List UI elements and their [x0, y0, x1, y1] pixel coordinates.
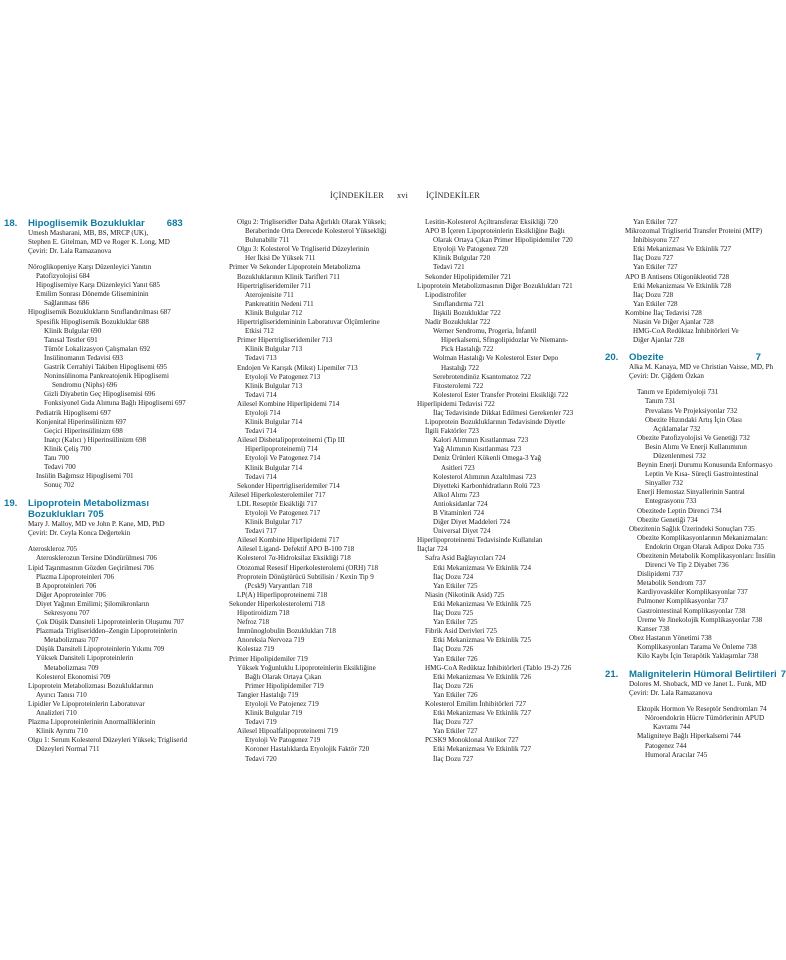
toc-entry: Olarak Ortaya Çıkan Primer Hipolipidemiler 720	[433, 236, 573, 245]
chapter-number: 18.	[4, 218, 18, 229]
toc-entry: Inatçı (Kalıcı ) Hiperinsülinizm 698	[44, 435, 147, 444]
toc-entry: Üniversal Diyet 724	[433, 527, 491, 536]
toc-entry: İlişkili Bozukluklar 722	[433, 308, 501, 317]
toc-entry: Tedavi 714	[245, 427, 277, 436]
toc-entry: HMG-CoA Redüktaz İnhibitörleri (Tablo 19-2) 726	[425, 663, 572, 672]
toc-entry: Ateroskleroz 705	[28, 545, 78, 554]
toc-entry: Ailesel Disbetalipoproteinemi (Tip III	[237, 436, 345, 445]
toc-entry: Niasin (Nikotinik Asid) 725	[425, 590, 505, 599]
toc-entry: Kolesterol Emilim İnhibitörleri 727	[425, 699, 527, 708]
toc-entry: İnhibisyonu 727	[633, 236, 680, 245]
chapter-number: 21.	[605, 669, 619, 681]
chapter-title: Lipoprotein Metabolizması	[28, 498, 149, 510]
toc-entry: Ailesel Ligand- Defektif APO B-100 718	[237, 545, 355, 554]
toc-entry: Nöroglikopeniye Karşı Düzenleyici Yanıtın	[28, 263, 152, 271]
chapter-18-entries	[4, 263, 226, 490]
toc-entry: Nöroendokrin Hücre Tümörlerinin APUD	[645, 714, 765, 723]
chapter-translator: Çeviri: Dr. Lala Ramazanova	[629, 689, 713, 698]
toc-entry: İlaç Dozu 726	[433, 645, 474, 654]
toc-entry: Diğer Ajanlar 728	[633, 336, 685, 345]
toc-entry: Lipidler Ve Lipoproteinlerin Laboratuvar	[28, 699, 145, 708]
toc-entry: Aterojenisite 711	[245, 290, 294, 299]
toc-entry: Hipertrigliseridemiler 711	[237, 281, 312, 290]
chapter-author: Dolores M. Shoback, MD ve Janet L. Funk, MD	[629, 680, 767, 689]
toc-entry: Her İkisi De Yüksek 711	[245, 254, 316, 263]
toc-entry: İlaç Dozu 724	[433, 572, 474, 581]
toc-entry: Sekonder Hipolipidemiler 721	[425, 272, 512, 281]
toc-entry: Klinik Bulgular 717	[245, 518, 303, 527]
toc-entry: Wolman Hastalığı Ve Kolesterol Ester Depo	[433, 354, 559, 363]
toc-entry: İlaç Dozu 727	[433, 754, 474, 763]
toc-entry: Tanım 731	[645, 397, 676, 406]
toc-entry: Noninsülinoma Pankreatojenik Hipoglisemi	[44, 372, 169, 381]
toc-entry: Diğer Apoproteinler 706	[36, 590, 106, 599]
toc-entry: Tedavi 714	[245, 390, 277, 399]
toc-entry: Diyet Yağının Emilimi; Şilomikronların	[36, 599, 150, 608]
toc-entry: Klinik Bulgular 720	[433, 254, 491, 263]
toc-entry: Fibrik Asid Derivleri 725	[425, 627, 497, 636]
toc-entry: Humoral Aracılar 745	[645, 750, 708, 759]
toc-entry: Proprotein Dönüştürücü Subtilisin / Kexin Tip 9	[237, 572, 374, 581]
chapter-20-entries	[605, 388, 784, 661]
toc-entry: Kanser 738	[637, 624, 670, 633]
toc-entry: Asitleri 723	[441, 463, 475, 472]
toc-entry: Patogenez 744	[645, 741, 687, 750]
toc-entry: Geçici Hiperinsülinizm 698	[44, 426, 123, 435]
toc-entry: Obez Hastanın Yönetimi 738	[629, 633, 712, 642]
chapter-19-heading	[4, 498, 226, 538]
toc-entry: Endokrin Organ Olarak Adipoz Doku 735	[645, 542, 765, 551]
toc-column-4	[605, 218, 784, 760]
toc-entry: Düzenlenmesi 732	[653, 451, 706, 460]
chapter-author: Stephen E. Gitelman, MD ve Roger K. Long, MD	[28, 238, 170, 246]
toc-entry: (Pcsk9) Varyantları 718	[245, 581, 313, 590]
toc-entry: Metabolizması 707	[44, 636, 99, 645]
chapter-21-heading	[605, 669, 784, 698]
chapter-number: 20.	[605, 352, 619, 364]
toc-entry: Lesitin-Kolesterol Açiltransferaz Eksikliği 720	[425, 218, 558, 226]
toc-entry: Deniz Ürünleri Kökenli Omega-3 Yağ	[433, 454, 542, 463]
toc-entry: Kolesterol 7α-Hidroksilaz Eksikliği 718	[237, 554, 351, 563]
toc-entry: Etki Mekanizması Ve Etkinlik 726	[433, 672, 531, 681]
toc-entry: Plazma Lipoproteinleri 706	[36, 572, 115, 581]
toc-entry: İlaç Dozu 727	[433, 718, 474, 727]
chapter-author: Mary J. Malloy, MD ve John P. Kane, MD, PhD	[28, 520, 165, 529]
toc-entry: Tanı 700	[44, 453, 69, 462]
toc-entry: Klinik Bulgular 714	[245, 418, 303, 427]
toc-entry: Klinik Bulgular 714	[245, 463, 303, 472]
toc-entry: Sendromu (Niphs) 696	[52, 381, 118, 390]
toc-entry: Obezite Genetiği 734	[637, 515, 698, 524]
toc-entry: Diyetteki Karbonhidratların Rolü 723	[433, 481, 540, 490]
toc-entry: Koroner Hastalıklarda Etyolojik Faktör 720	[245, 745, 370, 754]
chapter-page: 683	[166, 218, 183, 229]
toc-entry: Gizli Diyabetin Geç Hipoglisemisi 696	[44, 390, 156, 399]
toc-entry: Klinik Bulgular 719	[245, 709, 303, 718]
toc-entry: Klinik Çeliş 700	[44, 444, 91, 453]
toc-entry: Lipoprotein Metabolizması Bozukluklarının	[28, 681, 154, 690]
toc-entry: Etki Mekanizması Ve Etkinlik 725	[433, 599, 531, 608]
toc-entry: Otozomal Resesif Hiperkolesterolemi (ORH) 718	[237, 563, 379, 572]
toc-entry: Metabolik Sendrom 737	[637, 579, 706, 588]
toc-entry: Etyoloji Ve Patogenez 720	[433, 245, 509, 254]
toc-entry: Kolesterol Alımının Azaltılması 723	[433, 472, 537, 481]
chapter-author: Umesh Masharani, MB, BS, MRCP (UK),	[28, 229, 149, 237]
toc-entry: İlaç Dozu 728	[633, 290, 674, 299]
chapter-translator: Çeviri: Dr. Ceyla Konca Değertekin	[28, 529, 131, 538]
toc-entry: Emilim Sonrası Dönemde Glisemininin	[36, 290, 149, 299]
toc-entry: Yağ Alımının Kısıtlanması 723	[433, 445, 522, 454]
toc-entry: Kilo Kaybı İçin Terapötik Yaklaşımlar 738	[637, 652, 759, 661]
toc-entry: Beynin Enerji Durumu Konusunda Enformasyo	[637, 461, 773, 470]
toc-entry: Sınıflandırma 721	[433, 299, 485, 308]
toc-entry: Klinik Bulgular 690	[44, 326, 102, 335]
toc-entry: Sağlanması 686	[44, 299, 90, 308]
toc-entry: Diğer Diyet Maddeleri 724	[433, 518, 511, 527]
toc-entry: HMG-CoA Redüktaz İnhibitörleri Ve	[633, 327, 739, 336]
toc-entry: Hiperlipoproteinemi) 714	[245, 445, 318, 454]
toc-entry: PCSK9 Monoklonal Antikor 727	[425, 736, 519, 745]
toc-entry: Niasin Ve Diğer Ajanlar 728	[633, 318, 714, 327]
chapter-number: 19.	[4, 498, 18, 510]
toc-entry: Direnci Ve Tip 2 Diyabet 736	[645, 561, 729, 570]
toc-entry: Hiperkalsemi, Sfingolipidozlar Ve Niemann-	[441, 336, 569, 345]
toc-entry: Sonuç 702	[44, 481, 75, 490]
toc-entry: Pediatrik Hipoglisemi 697	[36, 408, 111, 417]
toc-entry: Etyoloji 714	[245, 408, 281, 417]
toc-entry: Hipertrigliseridemininin Laboratuvar Ölçümlerine	[237, 318, 380, 327]
toc-entry: Üreme Ve Jinekolojik Komplikasyonlar 738	[637, 615, 763, 624]
toc-entry: Tanısal Testler 691	[44, 335, 98, 344]
chapter-page: 7	[780, 669, 786, 681]
toc-entry: Klinik Ayrımı 710	[36, 727, 88, 736]
toc-entry: Aterosklerozun Tersine Döndürülmesi 706	[36, 554, 157, 563]
toc-column-3	[417, 218, 605, 764]
chapter-title-line-2: Bozuklukları	[28, 509, 86, 521]
toc-entry: Yan Etkiler 727	[633, 218, 678, 226]
toc-entry: Konjenital Hiperinsülinizm 697	[36, 417, 127, 426]
column-4-entries	[605, 218, 784, 345]
toc-entry: Etki Mekanizması Ve Etkinlik 724	[433, 563, 531, 572]
chapter-title: Hipoglisemik Bozukluklar	[28, 218, 145, 229]
toc-entry: Pankreatitin Nedeni 711	[245, 299, 314, 308]
toc-entry: Etyoloji Ve Patojenez 719	[245, 699, 319, 708]
toc-entry: Açıklamalar 732	[653, 424, 701, 433]
toc-entry: Kombine İlaç Tedavisi 728	[625, 308, 702, 317]
toc-entry: Lipoprotein Bozukluklarının Tedavisinde Diyetle	[425, 418, 565, 427]
toc-entry: Yan Etkiler 725	[433, 581, 478, 590]
toc-entry: Entegrasyonu 733	[645, 497, 697, 506]
toc-entry: Sinyaller 732	[645, 479, 684, 488]
toc-entry: Primer Ve Sekonder Lipoprotein Metabolizma	[229, 263, 361, 272]
toc-entry: Bağlı Olarak Ortaya Çıkan	[245, 672, 322, 681]
toc-entry: Lipodistrofiler	[425, 290, 467, 299]
toc-entry: Ailesel Kombine Hiperlipidemi 714	[237, 399, 340, 408]
toc-entry: Hipotiroidizm 718	[237, 609, 290, 618]
toc-entry: Yan Etkiler 727	[633, 263, 678, 272]
header-right-title: İÇİNDEKİLER	[426, 191, 480, 200]
toc-entry: Endojen Ve Karışık (Mikst) Lipemiler 713	[237, 363, 358, 372]
toc-entry: Pulmoner Komplikasyonlar 737	[637, 597, 729, 606]
toc-entry: Klinik Bulgular 713	[245, 345, 303, 354]
toc-entry: Hipoglisemik Bozuklukların Sınıflandırılması 687	[28, 308, 171, 317]
toc-entry: Nadir Bozukluklar 722	[425, 318, 491, 327]
toc-entry: Etki Mekanizması Ve Etkinlik 727	[633, 245, 731, 254]
toc-entry: İlaç Tedavisinde Dikkat Edilmesi Gerekenler 723	[433, 408, 574, 417]
toc-entry: Mikrozomal Trigliserid Transfer Proteini (MTP)	[625, 227, 763, 236]
toc-entry: Spesifik Hipoglisemik Bozukluklar 688	[36, 317, 149, 326]
toc-column-1	[4, 218, 226, 755]
toc-entry: Bozukluklarının Klinik Tarifleri 711	[237, 272, 340, 281]
toc-entry: Primer Hipolipidemiler 719	[245, 681, 324, 690]
toc-entry: Ailesel Hiperkolesterolemiler 717	[229, 490, 326, 499]
toc-entry: Lipoprotein Metabolizmasının Diğer Bozuklukları 721	[417, 281, 573, 290]
toc-entry: Kalori Alımının Kısıtlanması 723	[433, 436, 529, 445]
header-page-number: xvi	[397, 191, 409, 200]
toc-entry: Tümör Lokalizasyon Çalışmaları 692	[44, 344, 151, 353]
toc-entry: Leptin Ve Kısa- Süreçli Gastrointestinal	[645, 470, 759, 479]
toc-entry: Insülin Bağımsız Hipoglisemi 701	[36, 472, 134, 481]
toc-entry: Obezitenin Sağlık Üzerindeki Sonuçları 735	[629, 524, 755, 533]
toc-entry: Yan Etkiler 726	[433, 690, 478, 699]
toc-entry: Yüksek Dansiteli Lipoproteinlerin	[36, 654, 134, 663]
toc-entry: Gastrik Cerrahiyi Takiben Hipoglisemi 695	[44, 363, 168, 372]
chapter-translator: Çeviri: Dr. Lala Ramazanova	[28, 247, 112, 255]
chapter-author: Alka M. Kanaya, MD ve Christian Vaisse, MD, Ph	[629, 363, 774, 372]
chapter-title: Malignitelerin Hümoral Belirtileri	[629, 669, 777, 681]
toc-entry: Düzeyleri Normal 711	[36, 745, 100, 754]
toc-entry: Sekonder Hiperkolesterolemi 718	[229, 599, 325, 608]
toc-entry: Primer Hipolipidemiler 719	[229, 654, 308, 663]
toc-entry: B Apoproteinleri 706	[36, 581, 97, 590]
toc-entry: Primer Hipertrigliseridemiler 713	[237, 336, 333, 345]
toc-entry: Etki Mekanizması Ve Etkinlik 727	[433, 745, 531, 754]
toc-entry: Etyoloji Ve Patogenez 719	[245, 736, 321, 745]
toc-entry: Tedavi 717	[245, 527, 277, 536]
toc-entry: Klinik Bulgular 713	[245, 381, 303, 390]
toc-entry: Tedavi 713	[245, 354, 277, 363]
toc-entry: Tedavi 720	[245, 754, 277, 763]
toc-entry: Analizleri 710	[36, 709, 77, 718]
toc-entry: Plazma Lipoproteinlerinin Anormalliklerinin	[28, 718, 156, 727]
toc-entry: Maligniteye Bağlı Hiperkalsemi 744	[637, 732, 741, 741]
toc-entry: İmmünoglobulin Bozuklukları 718	[237, 627, 336, 636]
toc-column-2	[229, 218, 417, 764]
toc-entry: İlaç Dozu 726	[433, 681, 474, 690]
toc-entry: Plazmada Trigliseridden–Zengin Lipoproteinlerin	[36, 627, 178, 636]
chapter-page: 705	[87, 509, 104, 521]
toc-entry: Hiperlipoproteinemi Tedavisinde Kullanılan	[417, 536, 543, 545]
toc-entry: Olgu 3: Kolesterol Ve Trigliserid Düzeylerinin	[237, 245, 370, 254]
toc-entry: Tanım ve Epidemiyoloji 731	[637, 388, 719, 397]
chapter-21-entries	[605, 705, 784, 760]
toc-entry: Anoreksia Nervoza 719	[237, 636, 305, 645]
toc-entry: APO B İçeren Lipoproteinlerin Eksikliğine Bağlı	[425, 227, 565, 236]
toc-entry: Yan Etkiler 726	[433, 654, 478, 663]
toc-entry: Patofizyolojisi 684	[36, 272, 90, 281]
toc-entry: Sekresyonu 707	[44, 609, 90, 617]
toc-entry: İlaçlar 724	[417, 545, 448, 554]
toc-entry: Dislipidemi 737	[637, 570, 683, 579]
toc-entry: Serebrotendinöz Ksantomatoz 722	[433, 372, 532, 381]
header-left-title: İÇİNDEKİLER	[330, 191, 384, 200]
toc-entry: Obezite Hızındaki Artış İçin Olası	[645, 415, 742, 424]
toc-entry: Prevalans Ve Projeksiyonlar 732	[645, 406, 738, 415]
toc-entry: Etki Mekanizması Ve Etkinlik 727	[433, 709, 531, 718]
toc-entry: Pick Hastalığı 722	[441, 345, 494, 354]
toc-entry: Enerji Hemostaz Sinyallerinin Santral	[637, 488, 745, 497]
toc-entry: Obezite Patofizyolojisi Ve Genetiği 732	[637, 433, 750, 442]
toc-entry: Nefroz 718	[237, 618, 270, 627]
toc-entry: Sekonder Hipertrigliseridemiler 714	[237, 481, 340, 490]
toc-entry: LDL Reseptör Eksikliği 717	[237, 499, 318, 508]
toc-entry: Kolesterol Ester Transfer Proteini Eksikliği 722	[433, 390, 569, 399]
toc-entry: Werner Sendromu, Progeria, İnfantil	[433, 327, 537, 336]
toc-entry: Olgu 1: Serum Kolesterol Düzeyleri Yüksek; Trigliserid	[28, 736, 188, 745]
toc-entry: Yan Etkiler 728	[633, 299, 678, 308]
toc-entry: Alkol Alımı 723	[433, 490, 480, 499]
toc-entry: Hipoglisemiye Karşı Düzenleyici Yanıt 685	[36, 281, 160, 290]
toc-entry: Bulunabilir 711	[245, 236, 290, 245]
toc-entry: Tedavi 714	[245, 472, 277, 481]
toc-entry: Fitosterolemi 722	[433, 381, 484, 390]
chapter-page: 7	[755, 352, 761, 364]
toc-entry: Obezitenin Metabolik Komplikasyonları: İnsülin	[637, 552, 776, 560]
toc-entry: APO B Antisens Oligonükleotid 728	[625, 272, 730, 281]
toc-entry: Ailesel Kombine Hiperlipidemi 717	[237, 536, 340, 545]
toc-entry: Etki Mekanizması Ve Etkinlik 725	[433, 636, 531, 645]
chapter-19-entries	[4, 545, 226, 754]
toc-entry: Olgu 2: Trigliseridler Daha Ağırlıklı Olarak Yüksek;	[237, 218, 387, 226]
toc-entry: Yan Etkiler 727	[433, 727, 478, 736]
toc-entry: Obezitede Leptin Direnci 734	[637, 506, 722, 515]
toc-entry: Yan Etkiler 725	[433, 618, 478, 627]
toc-entry: Kardiyovasküler Komplikasyonlar 737	[637, 588, 748, 597]
toc-entry: Ayırıcı Tanısı 710	[36, 690, 87, 699]
toc-entry: Etyoloji Ve Patogenez 717	[245, 509, 321, 517]
toc-entry: Lipid Taşınmasının Gözden Geçirilmesi 706	[28, 563, 154, 572]
toc-entry: Kolestaz 719	[237, 645, 275, 654]
toc-entry: Düşük Dansiteli Lipoproteinlerin Yıkımı 709	[36, 645, 165, 654]
toc-entry: Etki Mekanizması Ve Etkinlik 728	[633, 281, 731, 290]
toc-entry: İlgili Faktörler 723	[425, 427, 479, 436]
toc-entry: İlaç Dozu 725	[433, 609, 474, 618]
toc-entry: Tedavi 700	[44, 463, 76, 472]
toc-entry: Yüksek Yoğunluklu Lipoproteinlerin Eksikliğine	[237, 663, 376, 672]
toc-entry: Ektopik Hormon Ve Reseptör Sendromları 74	[637, 705, 767, 714]
toc-entry: B Vitaminleri 724	[433, 509, 485, 517]
toc-entry: Besin Alımı Ve Enerji Kullanımının	[645, 442, 747, 451]
toc-entry: Etyoloji Ve Patogenez 713	[245, 372, 321, 381]
toc-entry: Hastalığı 722	[441, 363, 480, 372]
toc-entry: Ailesel Hipoalfalipoproteinemi 719	[237, 727, 338, 736]
toc-entry: Tedavi 719	[245, 718, 277, 727]
toc-entry: Antioksidanlar 724	[433, 499, 488, 508]
chapter-20-heading	[605, 352, 784, 381]
toc-entry: Beraberinde Orta Derecede Kolesterol Yüksekliği	[245, 227, 387, 236]
toc-entry: Hiperlipidemi Tedavisi 722	[417, 399, 495, 408]
toc-entry: Etyoloji Ve Patogenez 714	[245, 454, 321, 463]
toc-entry: Safra Asid Bağlayıcıları 724	[425, 554, 506, 563]
chapter-translator: Çeviri: Dr. Çiğdem Özkan	[629, 372, 704, 381]
toc-entry: İlaç Dozu 727	[633, 254, 674, 263]
toc-entry: Komplikasyonları Tarama Ve Önleme 738	[637, 642, 757, 651]
chapter-18-heading	[4, 218, 226, 256]
toc-entry: Fonksiyonel Gıda Alımına Bağlı Hipoglisemi 697	[44, 399, 186, 408]
toc-entry: İnsülinomanın Tedavisi 693	[44, 353, 123, 362]
toc-entry: Kolesterol Ekonomisi 709	[36, 672, 111, 681]
toc-entry: Metabolizması 709	[44, 663, 99, 672]
toc-entry: Kavramı 744	[653, 723, 691, 732]
toc-entry: Etkisi 712	[245, 327, 274, 336]
toc-entry: Gastrointestinal Komplikasyonlar 738	[637, 606, 746, 615]
toc-entry: Obezite Komplikasyonlarının Mekanizmaları:	[637, 533, 768, 542]
toc-entry: LP(A) Hiperlipoproteinemi 718	[237, 590, 328, 599]
toc-entry: Tedavi 721	[433, 263, 465, 272]
toc-entry: Tangier Hastalığı 719	[237, 690, 299, 699]
toc-entry: Çok Düşük Dansiteli Lipoproteinlerin Oluşumu 707	[36, 618, 184, 627]
chapter-title: Obezite	[629, 352, 664, 364]
toc-entry: Klinik Bulgular 712	[245, 308, 303, 317]
